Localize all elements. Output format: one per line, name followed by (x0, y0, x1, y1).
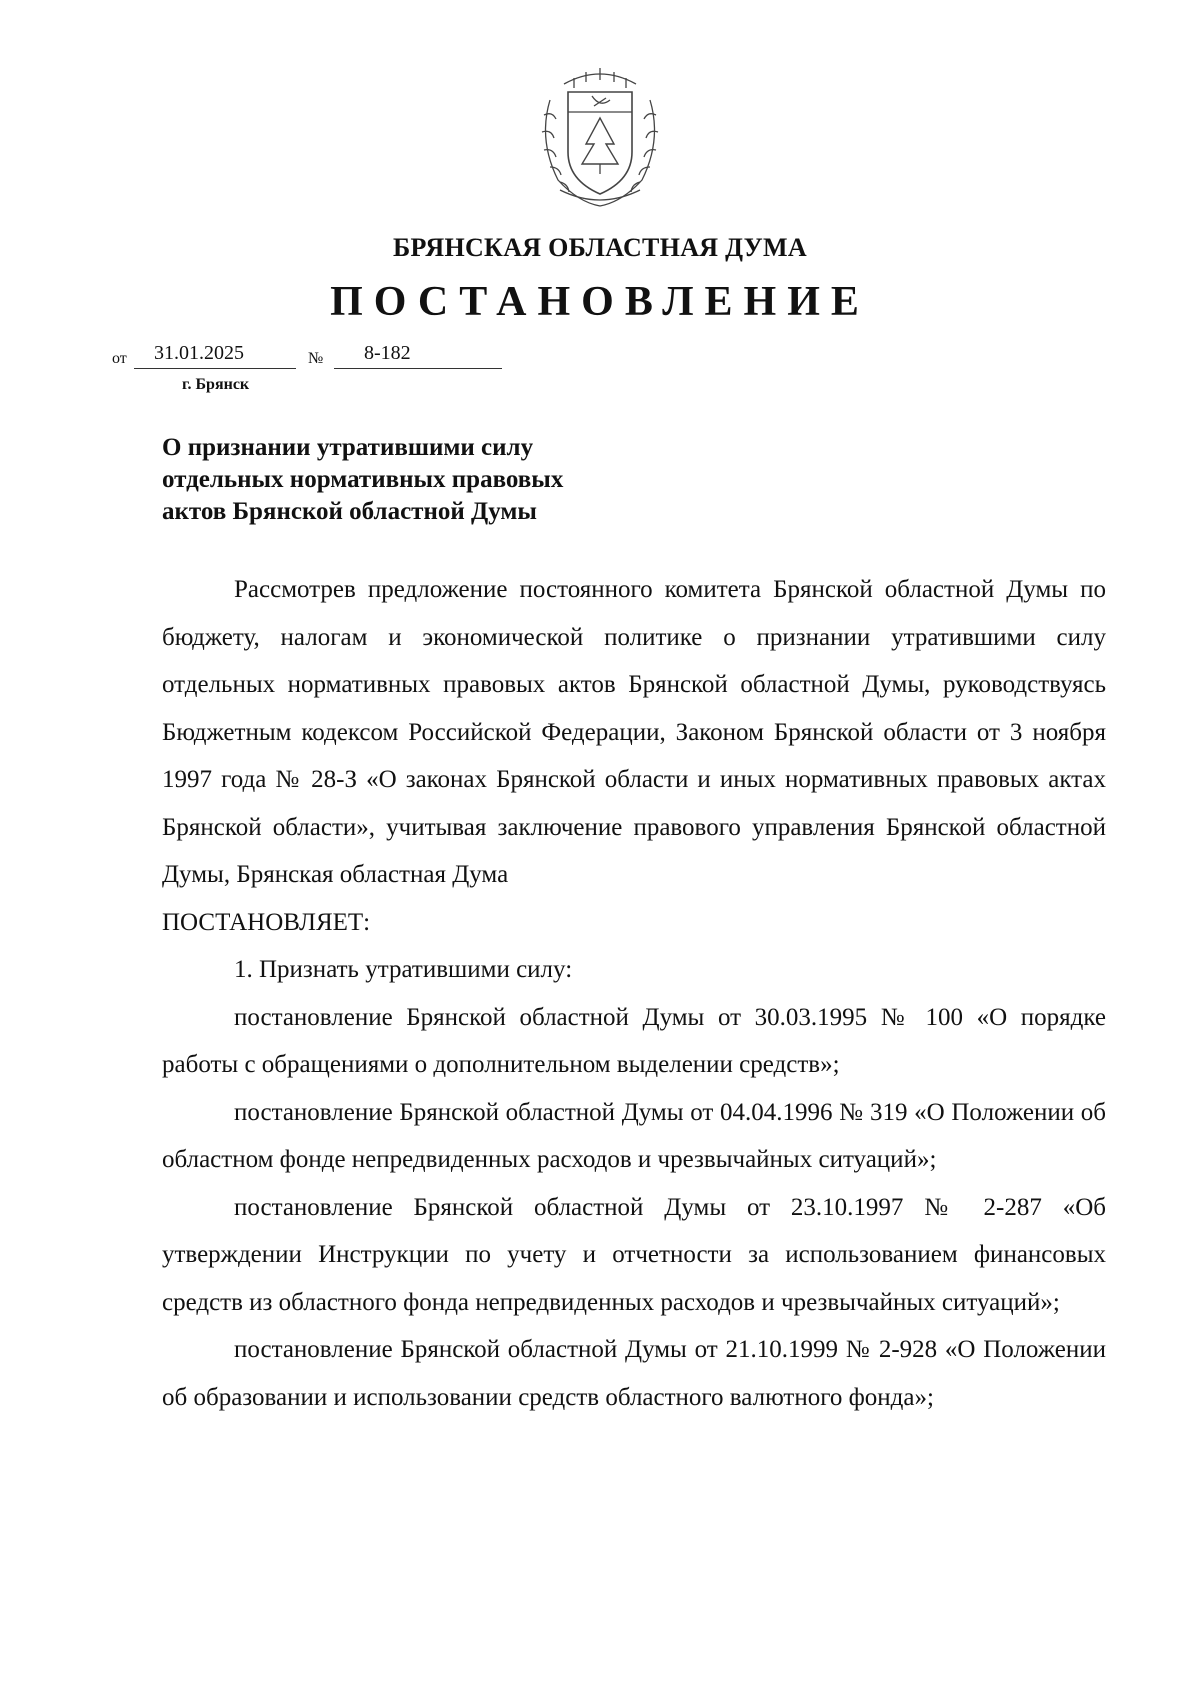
document-subject (162, 432, 563, 528)
repealed-act: постановление Брянской областной Думы от 04.04.1996 № 319 «О Положении об областном фонде непредвиденных расходов и чрезвычайных ситуаций»; (162, 1098, 1106, 1173)
document-body (162, 566, 1106, 1421)
subject-line: актов Брянской областной Думы (162, 498, 537, 525)
resolves-heading: ПОСТАНОВЛЯЕТ: (162, 908, 371, 936)
repealed-act: постановление Брянской областной Думы от 30.03.1995 № 100 «О порядке работы с обращениями о дополнительном выделении средств»; (162, 1003, 1106, 1078)
date-underline (134, 368, 296, 369)
repealed-act: постановление Брянской областной Думы от 23.10.1997 № 2-287 «Об утверждении Инструкции по учету и отчетности за использованием финансовых средств из областного фонда непредвиденных расходов и чрезвычайных ситуаций»; (162, 1193, 1106, 1316)
number-underline (334, 368, 502, 369)
document-number: 8-182 (364, 342, 411, 364)
subject-line: отдельных нормативных правовых (162, 466, 564, 493)
coat-of-arms-icon (530, 60, 670, 210)
item-1: 1. Признать утратившими силу: (234, 956, 573, 983)
subject-line: О признании утратившими силу (162, 434, 534, 461)
document-date: 31.01.2025 (154, 342, 244, 364)
document-type: ПОСТАНОВЛЕНИЕ (330, 279, 870, 325)
repealed-act: постановление Брянской областной Думы от 21.10.1999 № 2-928 «О Положении об образовании и использовании средств областного валютного фонда»; (162, 1336, 1106, 1411)
preamble-paragraph: Рассмотрев предложение постоянного комитета Брянской областной Думы по бюджету, налогам и экономической политике о признании утратившими силу отдельных нормативных правовых актов Брянской областной Думы, руководствуясь Бюджетным кодексом Российской Федерации, Законом Брянской области от 3 ноября 1997 года № 28-З «О законах Брянской области и иных нормативных правовых актах Брянской области», учитывая заключение правового управления Брянской областной Думы, Брянская областная Дума (162, 576, 1106, 888)
date-label: от (112, 350, 127, 367)
document-meta (112, 342, 632, 372)
city: г. Брянск (182, 376, 250, 393)
number-label: № (308, 350, 324, 367)
organization-name: БРЯНСКАЯ ОБЛАСТНАЯ ДУМА (393, 233, 807, 262)
